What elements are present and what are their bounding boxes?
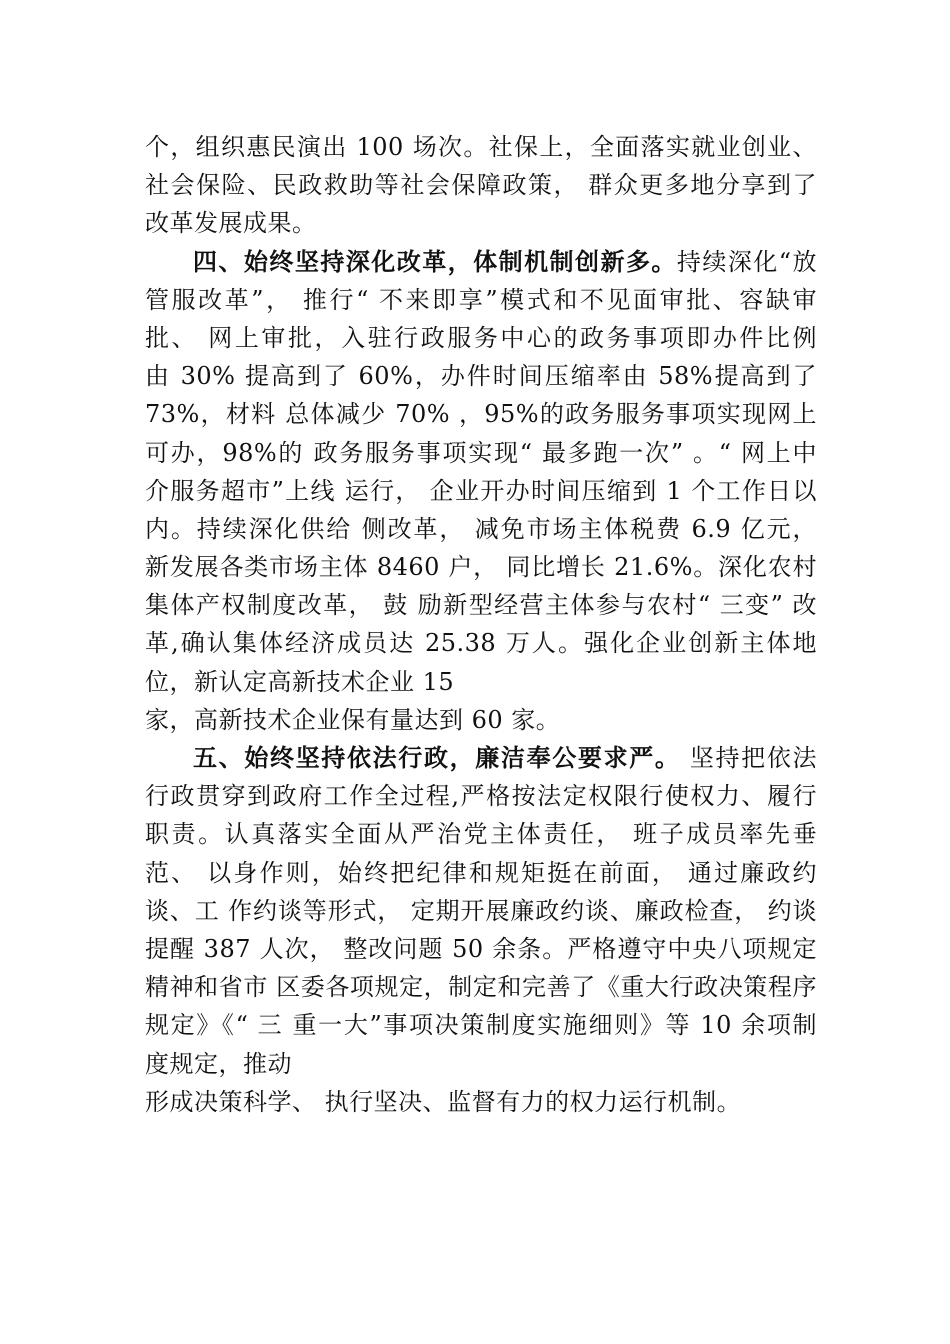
paragraph-first-line — [145, 739, 817, 777]
text-line: 范、 以身作则，始终把纪律和规矩挺在前面， 通过廉政约 — [145, 858, 817, 887]
text-line: 家，高新技术企业保有量达到 60 家。 — [145, 705, 561, 734]
text-line: 位，新认定高新技术企业 15 — [145, 667, 455, 696]
document-body — [145, 128, 817, 1121]
text-line: 由 30% 提高到了 60%，办件时间压缩率由 58%提高到了 — [145, 362, 817, 391]
text-line: 管服改革”， 推行“ 不来即享”模式和不见面审批、容缺审 — [145, 285, 817, 314]
text-line: 集体产权制度改革， 鼓 励新型经营主体参与农村“ 三变” 改 — [145, 591, 817, 620]
text-run: 坚持把依法 — [680, 744, 817, 772]
text-line: 新发展各类市场主体 8460 户， 同比增长 21.6%。深化农村 — [145, 553, 817, 582]
text-line: 改革发展成果。 — [145, 209, 317, 238]
text-line: 度规定，推动 — [145, 1049, 292, 1078]
text-line: 规定》《“ 三 重一大”事项决策制度实施细则》等 10 余项制 — [145, 1011, 817, 1040]
text-line: 职责。认真落实全面从严治党主体责任， 班子成员率先垂 — [145, 820, 817, 849]
text-line: 革,确认集体经济成员达 25.38 万人。强化企业创新主体地 — [145, 629, 817, 658]
section-heading-four: 四、始终坚持深化改革，体制机制创新多。 — [193, 247, 677, 276]
text-line: 个，组织惠民演出 100 场次。社保上，全面落实就业创业、 — [145, 133, 817, 161]
text-line: 提醒 387 人次， 整改问题 50 余条。严格遵守中央八项规定 — [145, 934, 817, 963]
text-line: 批、 网上审批，入驻行政服务中心的政务事项即办件比例 — [145, 323, 817, 352]
text-line: 精神和省市 区委各项规定，制定和完善了《重大行政决策程序 — [145, 973, 817, 1002]
text-line: 谈、工 作约谈等形式， 定期开展廉政约谈、廉政检查， 约谈 — [145, 896, 817, 925]
text-line: 内。持续深化供给 侧改革， 减免市场主体税费 6.9 亿元， — [145, 514, 817, 543]
text-line: 形成决策科学、 执行坚决、监督有力的权力运行机制。 — [145, 1087, 742, 1116]
text-line: 73%，材料 总体减少 70% ，95%的政务服务事项实现网上 — [145, 400, 817, 429]
text-line: 介服务超市”上线 运行， 企业开办时间压缩到 1 个工作日以 — [145, 476, 817, 505]
text-line: 可办，98%的 政务服务事项实现“ 最多跑一次” 。“ 网上中 — [145, 438, 817, 467]
section-heading-five: 五、始终坚持依法行政，廉洁奉公要求严。 — [193, 744, 681, 772]
text-line: 社会保险、民政救助等社会保障政策， 群众更多地分享到了 — [145, 171, 817, 200]
text-line: 行政贯穿到政府工作全过程,严格按法定权限行使权力、履行 — [145, 782, 817, 811]
paragraph-first-line — [145, 243, 817, 281]
text-run: 持续深化“放 — [676, 247, 817, 276]
